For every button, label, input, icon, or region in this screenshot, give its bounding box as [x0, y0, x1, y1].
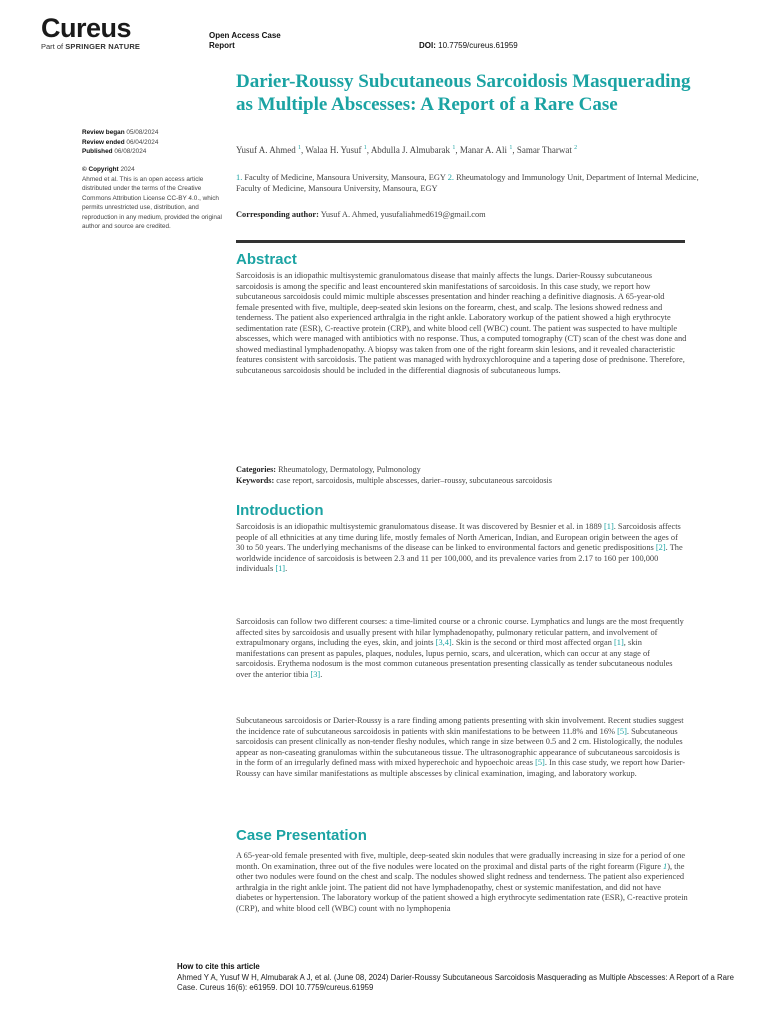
section-divider	[236, 240, 685, 243]
reference-link[interactable]: [1]	[613, 638, 624, 648]
copyright-block: © Copyright 2024 Ahmed et al. This is an open access article distributed under the terms of the Creative Commons Attribution License CC-BY 4.0., which permits unrestricted use, distribution, and reproduction in any medium, provided the original author and source are credited.	[82, 166, 222, 230]
affiliations: 1. Faculty of Medicine, Mansoura University, Mansoura, EGY 2. Rheumatology and Immunology Unit, Department of Internal Medicine, Faculty of Medicine, Mansoura University, Mansoura, EGY	[236, 173, 699, 193]
abstract-text: Sarcoidosis is an idiopathic multisystemic granulomatous disease that mainly affects the lungs. Darier-Roussy subcutaneous sarcoidosis is among the specific and least encountered skin manifestations of sarcoidosis. In this case study, we report how subcutaneous sarcoidosis could mimic multiple abscesses presentation and hinder reaching a definitive diagnosis. A 65-year-old female presented with five, multiple, deep-seated skin lesions on the forearm, chest, and scalp. The lesions showed redness and tenderness. The patient also experienced arthralgia in the right ankle. Laboratory workup of the patient showed a high erythrocyte sedimentation rate (ESR), C-reactive protein (CRP), and white blood cell (WBC) count. The patient was suspected to have multiple abscesses, which were managed with antibiotics with no response. Thus, a computed tomography (CT) scan of the chest was done and showed mediastinal lymphadenopathy. A biopsy was taken from one of the right forearm skin lesions, and it revealed characteristic features consistent with sarcoidosis. The patient was managed with hydroxychloroquine and a tapering dose of prednisone. Therefore, subcutaneous sarcoidosis should be included in the differential diagnosis of subcutaneous lumps.	[236, 271, 687, 375]
review-dates: Review began 05/08/2024 Review ended 06/04/2024 Published 06/08/2024	[82, 129, 159, 155]
case-paragraph-1: A 65-year-old female presented with five, multiple, deep-seated skin nodules that were gradually increasing in size for a period of one month. On examination, three out of the five nodules were located on the proximal and distal parts of the right forearm (Figure 1), the other two nodules were found on the chest and scalp. The nodules showed slight redness and tenderness. The patient also experienced arthralgia in the right ankle joint. The patient did not have lymphadenopathy, chest or systemic manifestation, and did not have diabetes or hypertension. The laboratory workup of the patient showed a high erythrocyte sedimentation rate (ESR), C-reactive protein (CRP), and white blood cell (WBC) count with no lymphopenia	[236, 851, 688, 913]
introduction-heading: Introduction	[236, 502, 324, 519]
reference-link[interactable]: [5]	[617, 726, 627, 736]
author-list: Yusuf A. Ahmed $^1$, Walaa H. Yusuf $^1$, Abdulla J. Almubarak $^1$, Manar A. Ali $^1$, Samar Tharwat $^2$	[236, 145, 578, 155]
citation-heading: How to cite this article	[177, 962, 260, 971]
logo-subtitle: Part of SPRINGER NATURE	[41, 42, 141, 51]
doi: DOI: 10.7759/cureus.61959	[419, 41, 518, 50]
article-title: Darier-Roussy Subcutaneous Sarcoidosis Masquerading as Multiple Abscesses: A Report of a Rare Case	[236, 71, 691, 115]
intro-paragraph-2: Sarcoidosis can follow two different courses: a time-limited course or a chronic course. Lymphatics and lungs are the most frequently affected sites by sarcoidosis and usually present with hilar lymphadenopathy, pulmonary reticular pattern, and involvement of extrapulmonary organs, including the eyes, skin, and joints [3,4]. Skin is the second or third most affected organ [1], skin manifestations can present as papules, plaques, nodules, lupus pernio, scars, and ulceration, which can occur at any stage of sarcoidosis. Erythema nodosum is the most common cutaneous presentation presenting classically as tender subcutaneous nodules over the anterior tibia [3].	[236, 617, 684, 679]
corresponding-author: Corresponding author: Yusuf A. Ahmed, yusufaliahmed619@gmail.com	[236, 210, 486, 219]
reference-link[interactable]: [5]	[535, 758, 545, 768]
reference-link[interactable]: [3]	[310, 669, 321, 679]
article-type: Open Access Case Report	[209, 31, 281, 50]
author[interactable]: Samar Tharwat $^2$	[516, 145, 578, 155]
citation-text: Ahmed Y A, Yusuf W H, Almubarak A J, et al. (June 08, 2024) Darier-Roussy Subcutaneous Sarcoidosis Masquerading as Multiple Abscesses: A Report of a Rare Case. Cureus 16(6): e61959. DOI 10.7759/cureus.61959	[177, 972, 734, 992]
license-text: Ahmed et al. This is an open access article distributed under the terms of the Creative Commons Attribution License CC-BY 4.0., which permits unrestricted use, distribution, and reproduction in any medium, provided the original author and source are credited.	[82, 175, 222, 230]
keywords: Keywords: case report, sarcoidosis, multiple abscesses, darier–roussy, subcutaneous sarcoidosis	[236, 476, 552, 485]
logo-wordmark: Cureus	[41, 13, 132, 43]
reference-link[interactable]: [1]	[603, 522, 614, 531]
cureus-logo[interactable]	[41, 14, 140, 51]
case-presentation-heading: Case Presentation	[236, 827, 367, 844]
abstract-heading: Abstract	[236, 251, 297, 268]
reference-link[interactable]: [3,4]	[435, 638, 452, 648]
doi-link[interactable]: 10.7759/cureus.61959	[438, 41, 518, 50]
author[interactable]: Manar A. Ali $^1$	[459, 145, 513, 155]
author[interactable]: Yusuf A. Ahmed $^1$	[236, 145, 302, 155]
reference-link[interactable]: [1]	[275, 564, 286, 574]
citation-footer	[177, 962, 737, 994]
figure-link[interactable]: 1	[663, 861, 668, 871]
intro-paragraph-3: Subcutaneous sarcoidosis or Darier-Roussy is a rare finding among patients presenting with skin involvement. Recent studies suggest the incidence rate of subcutaneous sarcoidosis in patients with skin manifestations to be between 11.8% and 16% [5]. Subcutaneous sarcoidosis can present clinically as non-tender fleshy nodules, which range in size between 0.5 and 2 cm. Histologically, the nodules appear as non-caseating granulomas within the subcutaneous tissue. The ultrasonographic appearance of subcutaneous sarcoidosis is in the form of an irregularly defined mass with mixed hyperechoic and hypoechoic areas [5]. In this case study, we report how Darier-Roussy can have similar manifestations as multiple abscesses by clinical examination, imaging, and laboratory workup.	[236, 716, 686, 778]
author[interactable]: Walaa H. Yusuf $^1$	[305, 145, 367, 155]
intro-paragraph-1: Sarcoidosis is an idiopathic multisystemic granulomatous disease. It was discovered by Besnier et al. in 1889 [1]. Sarcoidosis affects people of all ethnicities at any time during life, mostly females of North American, Indian, and European origin between the ages of 30 to 50 years. The underlying mechanisms of the disease can be linked to environmental factors and genetic predispositions [2]. The worldwide incidence of sarcoidosis is between 2.3 and 11 per 100,000, and its prevalence varies from 2.17 to 160 per 100,000 individuals [1].	[236, 522, 683, 574]
reference-link[interactable]: [2]	[655, 543, 666, 553]
author[interactable]: Abdulla J. Almubarak $^1$	[370, 145, 456, 155]
categories: Categories: Rheumatology, Dermatology, Pulmonology	[236, 465, 421, 474]
